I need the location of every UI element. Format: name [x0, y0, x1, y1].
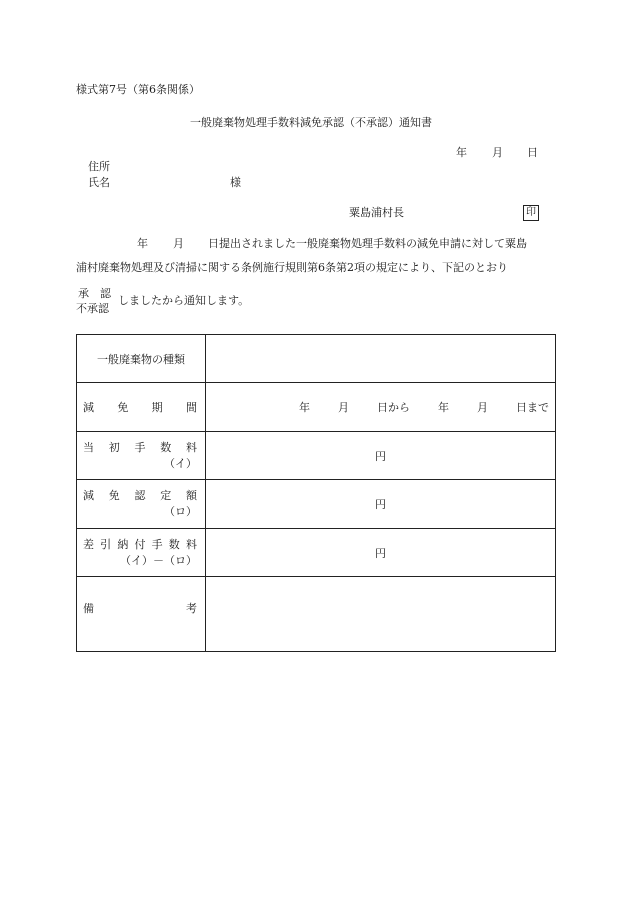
row-label: 当 初 手 数 料 （イ）: [77, 432, 206, 480]
form-number: 様式第7号（第6条関係）: [76, 83, 200, 96]
address-label: 住所: [88, 160, 110, 173]
issuer-name: 粟島浦村長: [349, 206, 404, 219]
table-row: [77, 335, 556, 383]
body-line1: 日提出されました一般廃棄物処理手数料の減免申請に対して粟島: [208, 237, 527, 250]
row-label: 一般廃棄物の種類: [77, 335, 206, 383]
document-title: 一般廃棄物処理手数料減免承認（不承認）通知書: [190, 116, 432, 129]
initial-fee-value: 円: [206, 432, 556, 480]
date-year: 年: [456, 146, 467, 159]
period-cell: 年 月 日から 年 月 日まで: [206, 383, 556, 432]
remarks-cell: [206, 577, 556, 652]
date-day: 日: [527, 146, 538, 159]
table-row: [77, 383, 556, 432]
choice-approve: 承 認: [78, 287, 111, 300]
net-fee-value: 円: [206, 529, 556, 577]
seal-mark: 印: [523, 205, 539, 221]
date-month: 月: [492, 146, 503, 159]
table-row: [77, 529, 556, 577]
table-row: [77, 480, 556, 529]
table-row: [77, 577, 556, 652]
row-label: 減 免 期 間: [77, 383, 206, 432]
row-label: 減 免 認 定 額 （ロ）: [77, 480, 206, 529]
honorific: 様: [230, 176, 241, 189]
row-label: 備 考: [77, 577, 206, 652]
reduction-value: 円: [206, 480, 556, 529]
waste-type-cell: [206, 335, 556, 383]
row-label: 差 引 納 付 手 数 料 （イ）－（ロ）: [77, 529, 206, 577]
details-table: [76, 334, 556, 652]
body-line3: しましたから通知します。: [118, 294, 250, 307]
table-row: [77, 432, 556, 480]
name-label: 氏名: [88, 176, 110, 189]
body-month: 月: [173, 237, 184, 250]
body-line2: 浦村廃棄物処理及び清掃に関する条例施行規則第6条第2項の規定により、下記のとおり: [76, 261, 508, 274]
choice-disapprove: 不承認: [76, 302, 109, 315]
body-year: 年: [137, 237, 148, 250]
